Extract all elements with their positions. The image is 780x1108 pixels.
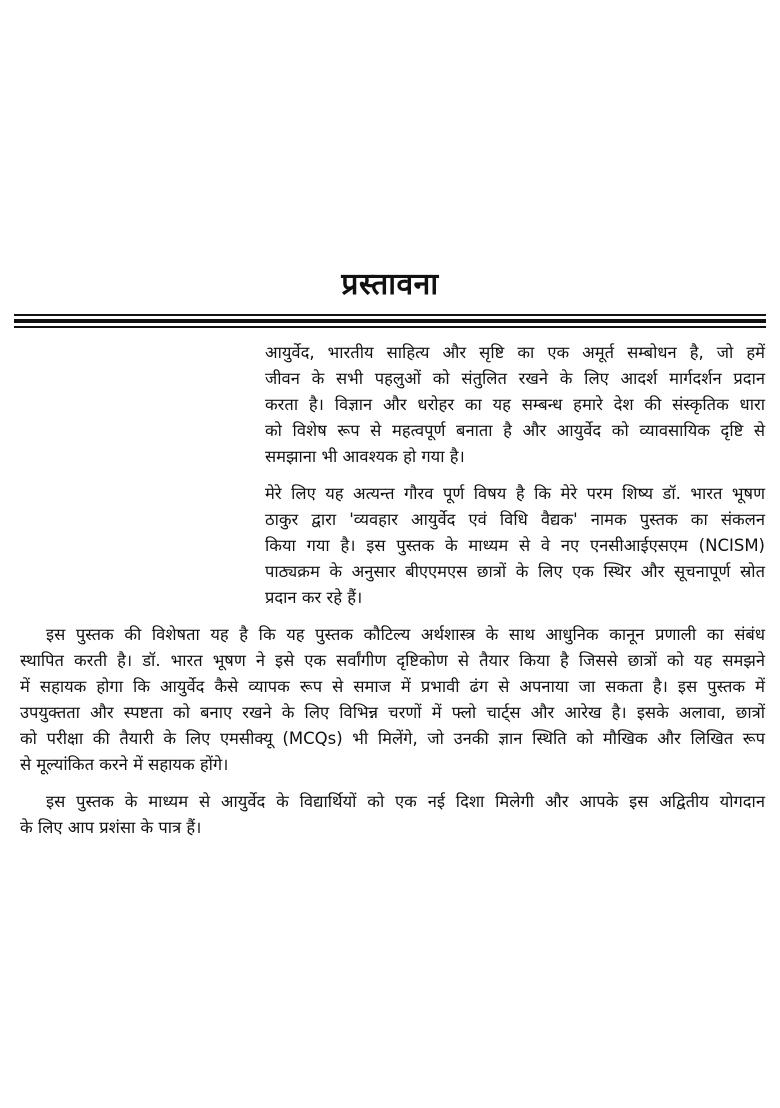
- title-rule-thick: [14, 319, 766, 323]
- text-line: पाठ्यक्रम के अनुसार बीएएमएस छात्रों के लिए एक स्थिर और सूचनापूर्ण स्रोत: [265, 562, 765, 581]
- text-line: को विशेष रूप से महत्वपूर्ण बनाता है और आयुर्वेद को व्यावसायिक दृष्टि से: [265, 421, 765, 440]
- title-rule-thin-top: [14, 314, 766, 316]
- text-line: इस पुस्तक की विशेषता यह है कि यह पुस्तक कौटिल्य अर्थशास्त्र के साथ आधुनिक कानून प्रणाली का संबंध: [46, 625, 765, 644]
- text-line: इस पुस्तक के माध्यम से आयुर्वेद के विद्यार्थियों को एक नई दिशा मिलेगी और आपके इस अद्वितीय योगदान: [46, 792, 765, 811]
- text-line: उपयुक्तता और स्पष्टता को बनाए रखने के लिए विभिन्न चरणों में फ्लो चार्ट्स और आरेख है। इसके अलावा, छात्रों: [20, 703, 765, 722]
- text-line: किया गया है। इस पुस्तक के माध्यम से वे नए एनसीआईएसएम (NCISM): [265, 536, 765, 555]
- title-rule-thin-bottom: [14, 326, 766, 328]
- text-line: प्रदान कर रहे हैं।: [265, 588, 363, 607]
- text-line: में सहायक होगा कि आयुर्वेद कैसे व्यापक रूप से समाज में प्रभावी ढंग से अपनाया जा सकता है। इस पुस्तक में: [20, 677, 765, 696]
- paragraph-3: [20, 622, 765, 778]
- text-line: स्थापित करती है। डॉ. भारत भूषण ने इसे एक सर्वांगीण दृष्टिकोण से तैयार किया है जिससे छात्रों को यह समझने: [20, 651, 765, 670]
- paragraph-2: [265, 481, 765, 611]
- text-line: से मूल्यांकित करने में सहायक होंगे।: [20, 755, 229, 774]
- text-line: करता है। विज्ञान और धरोहर का यह सम्बन्ध हमारे देश की संस्कृतिक धारा: [265, 395, 765, 414]
- page-title: प्रस्तावना: [341, 267, 439, 302]
- paragraph-1: [265, 340, 765, 470]
- text-line: को परीक्षा की तैयारी के लिए एमसीक्यू (MCQs) भी मिलेंगे, जो उनकी ज्ञान स्थिति को मौखिक और लिखित रूप: [20, 729, 765, 748]
- text-line: जीवन के सभी पहलुओं को संतुलित रखने के लिए आदर्श मार्गदर्शन प्रदान: [265, 369, 765, 388]
- text-line: मेरे लिए यह अत्यन्त गौरव पूर्ण विषय है कि मेरे परम शिष्य डॉ. भारत भूषण: [265, 484, 765, 503]
- text-line: ठाकुर द्वारा 'व्यवहार आयुर्वेद एवं विधि वैद्यक' नामक पुस्तक का संकलन: [265, 510, 765, 529]
- text-line: के लिए आप प्रशंसा के पात्र हैं।: [20, 818, 202, 837]
- paragraph-4: [20, 789, 765, 841]
- text-line: आयुर्वेद, भारतीय साहित्य और सृष्टि का एक अमूर्त सम्बोधन है, जो हमें: [265, 343, 765, 362]
- body-text: [20, 340, 765, 852]
- text-line: समझाना भी आवश्यक हो गया है।: [265, 447, 465, 466]
